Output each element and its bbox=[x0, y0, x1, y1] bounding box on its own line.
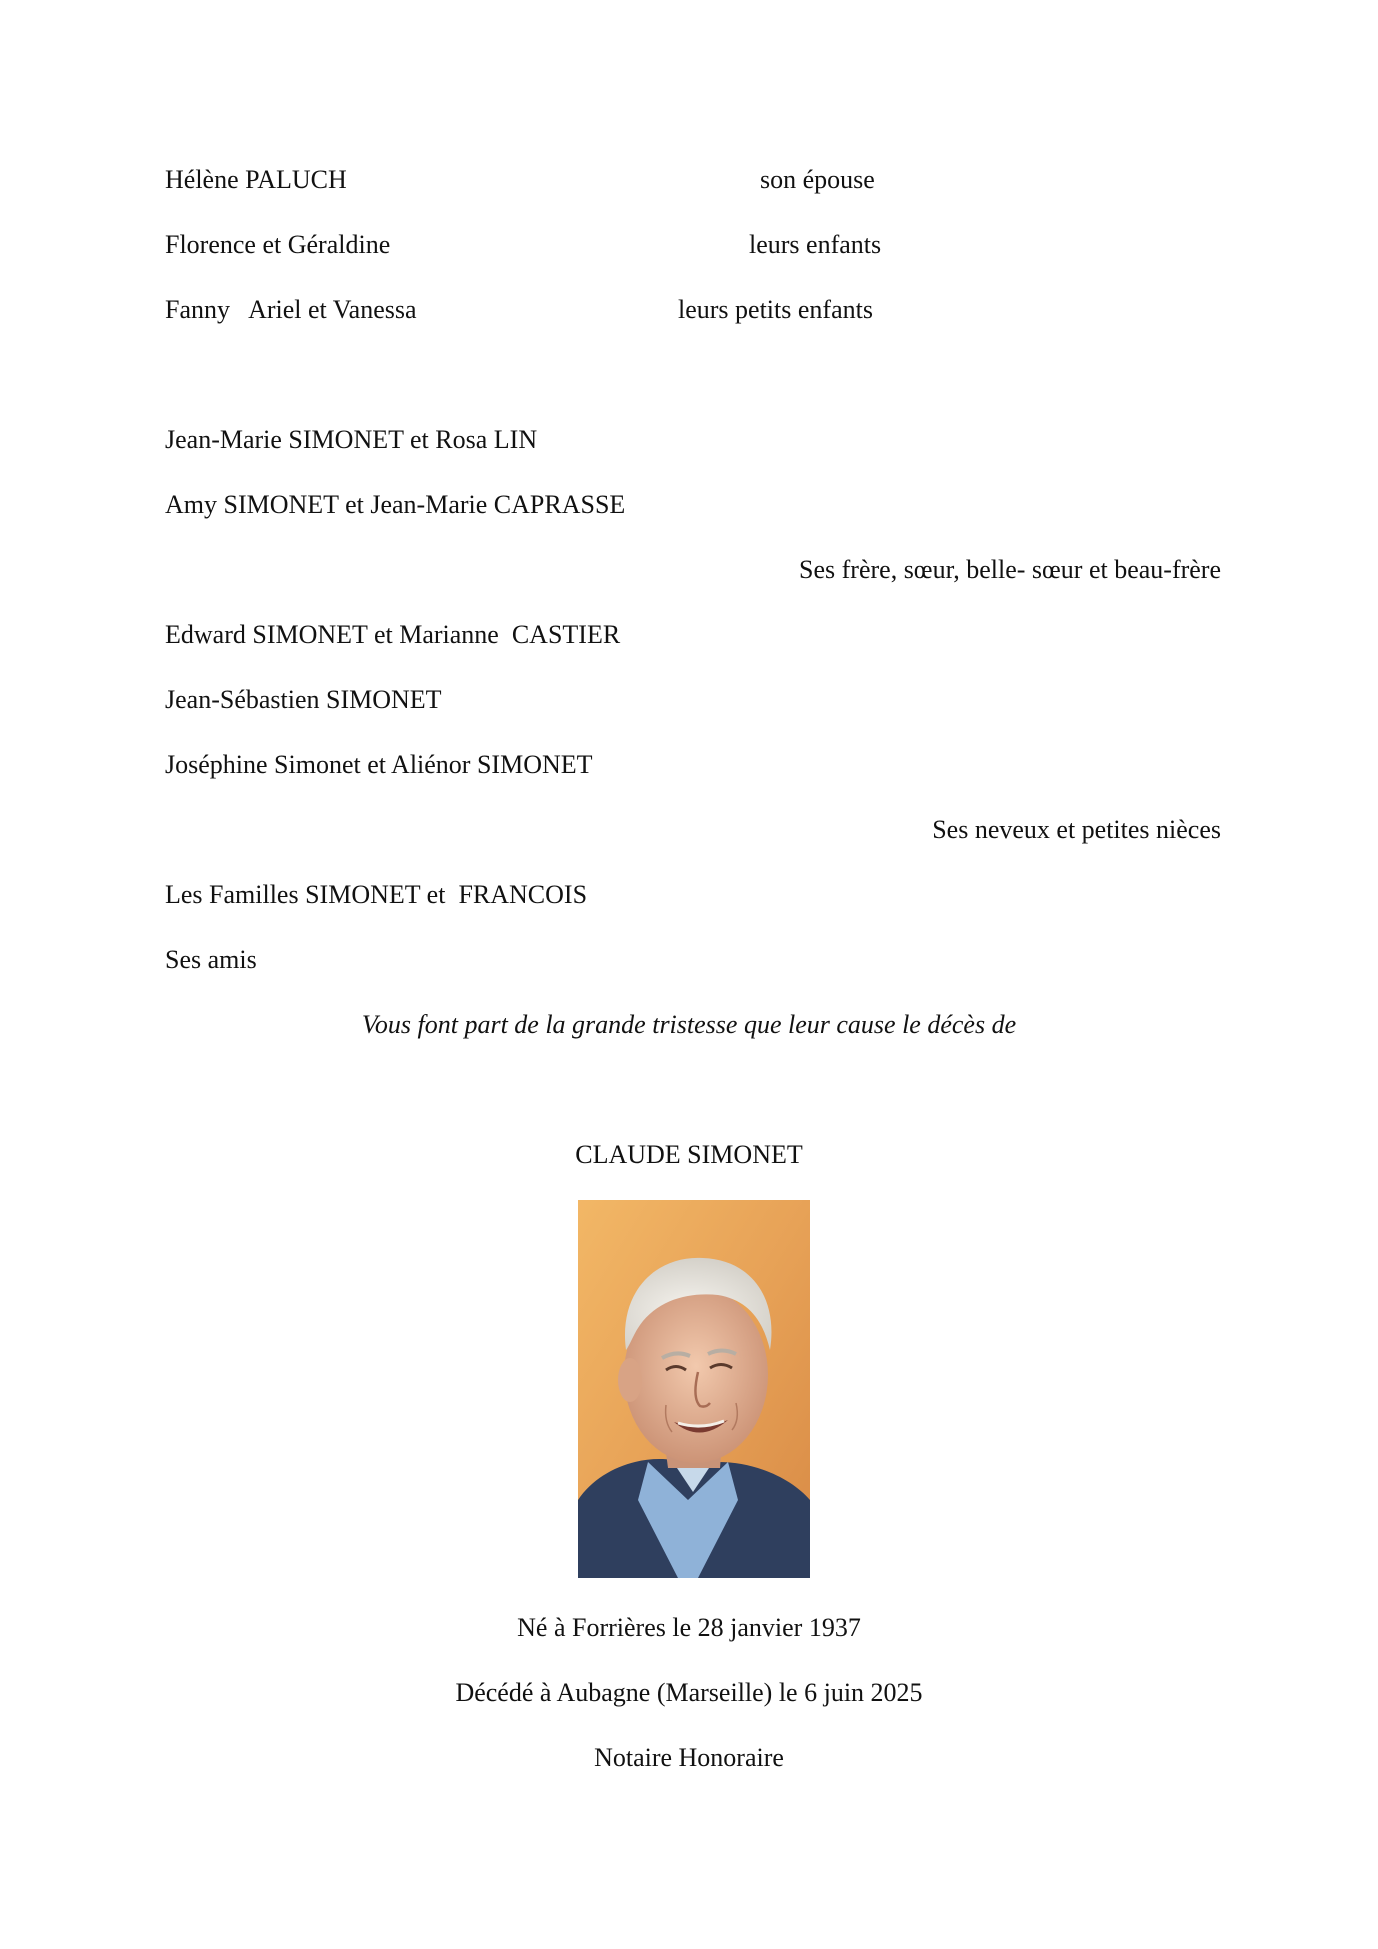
family-name-3: Fanny Ariel et Vanessa bbox=[165, 295, 417, 324]
family-relation-3: leurs petits enfants bbox=[678, 295, 873, 324]
birth-info: Né à Forrières le 28 janvier 1937 bbox=[517, 1613, 861, 1642]
nephew-name-1: Edward SIMONET et Marianne CASTIER bbox=[165, 620, 621, 649]
family-name-1: Hélène PALUCH bbox=[165, 165, 347, 194]
family-relation-2: leurs enfants bbox=[749, 230, 882, 259]
profession: Notaire Honoraire bbox=[594, 1743, 784, 1772]
family-name-2: Florence et Géraldine bbox=[165, 230, 391, 259]
deceased-portrait bbox=[578, 1200, 810, 1578]
sibling-name-1: Jean-Marie SIMONET et Rosa LIN bbox=[165, 425, 538, 454]
deceased-name: CLAUDE SIMONET bbox=[575, 1140, 803, 1169]
nephew-name-3: Joséphine Simonet et Aliénor SIMONET bbox=[165, 750, 593, 779]
other-families: Les Familles SIMONET et FRANCOIS bbox=[165, 880, 588, 909]
nephews-relation: Ses neveux et petites nièces bbox=[932, 815, 1221, 844]
sibling-name-2: Amy SIMONET et Jean-Marie CAPRASSE bbox=[165, 490, 626, 519]
family-relation-1: son épouse bbox=[760, 165, 875, 194]
siblings-relation: Ses frère, sœur, belle- sœur et beau-frère bbox=[799, 555, 1221, 584]
nephew-name-2: Jean-Sébastien SIMONET bbox=[165, 685, 442, 714]
friends: Ses amis bbox=[165, 945, 257, 974]
announcement-text: Vous font part de la grande tristesse que leur cause le décès de bbox=[361, 1010, 1017, 1039]
death-info: Décédé à Aubagne (Marseille) le 6 juin 2025 bbox=[455, 1678, 923, 1707]
